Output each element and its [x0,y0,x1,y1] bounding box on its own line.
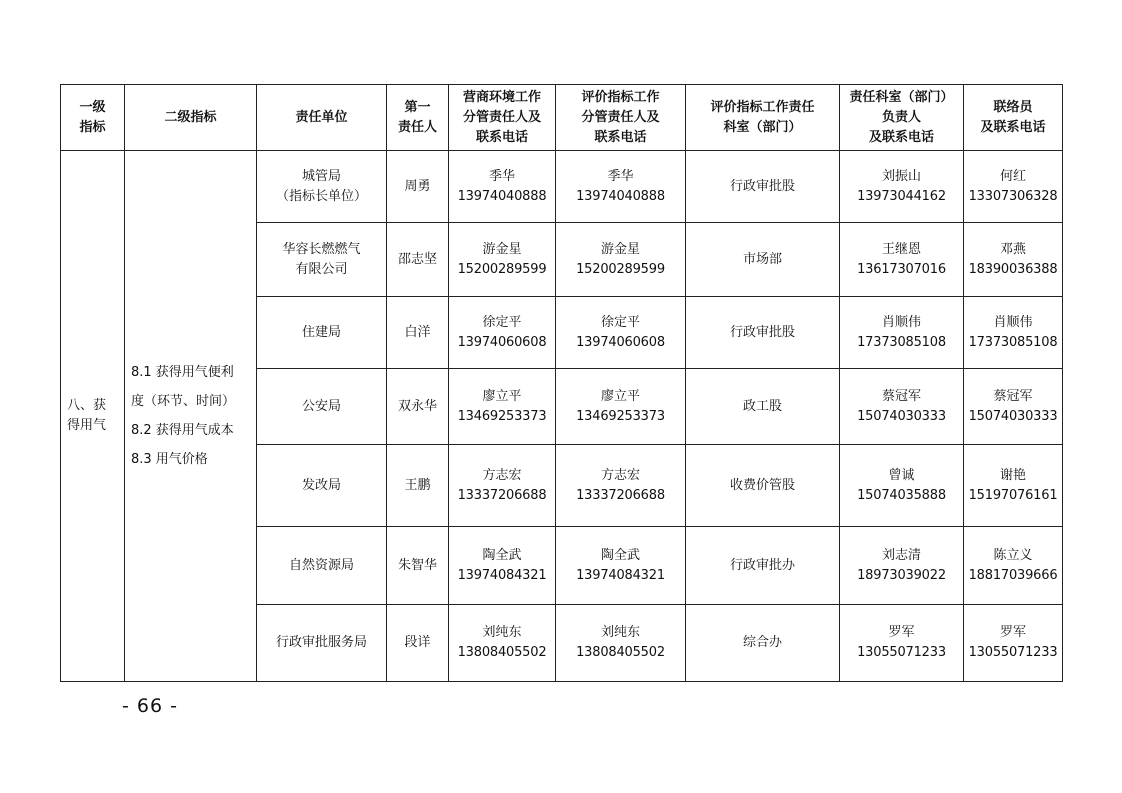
first-person-cell: 段详 [387,605,449,682]
dept-head-cell: 刘振山 13973044162 [840,151,964,223]
header-level2: 二级指标 [125,85,257,151]
liaison-cell: 肖顺伟 17373085108 [964,297,1063,369]
dept-head-cell: 刘志清 18973039022 [840,527,964,605]
unit-cell: 城管局 （指标长单位） [257,151,387,223]
liaison-cell: 陈立义 18817039666 [964,527,1063,605]
header-level1: 一级 指标 [61,85,125,151]
level2-indicator-cell: 8.1 获得用气便利 度（环节、时间） 8.2 获得用气成本 8.3 用气价格 [125,151,257,682]
eval-owner-cell: 刘纯东 13808405502 [556,605,686,682]
table-row [61,151,1063,223]
liaison-cell: 罗军 13055071233 [964,605,1063,682]
biz-owner-cell: 刘纯东 13808405502 [449,605,556,682]
biz-owner-cell: 陶全武 13974084321 [449,527,556,605]
page-number: - 66 - [122,695,178,717]
header-eval-owner: 评价指标工作 分管责任人及 联系电话 [556,85,686,151]
header-row [61,85,1063,151]
unit-cell: 公安局 [257,369,387,445]
dept-head-cell: 罗军 13055071233 [840,605,964,682]
eval-owner-cell: 方志宏 13337206688 [556,445,686,527]
eval-owner-cell: 陶全武 13974084321 [556,527,686,605]
dept-cell: 综合办 [686,605,840,682]
level1-indicator-cell: 八、获 得用气 [61,151,125,682]
liaison-cell: 邓燕 18390036388 [964,223,1063,297]
eval-owner-cell: 游金星 15200289599 [556,223,686,297]
biz-owner-cell: 季华 13974040888 [449,151,556,223]
header-liaison: 联络员 及联系电话 [964,85,1063,151]
header-dept-head: 责任科室（部门） 负责人 及联系电话 [840,85,964,151]
eval-owner-cell: 徐定平 13974060608 [556,297,686,369]
liaison-cell: 何红 13307306328 [964,151,1063,223]
dept-cell: 行政审批股 [686,151,840,223]
dept-cell: 市场部 [686,223,840,297]
biz-owner-cell: 方志宏 13337206688 [449,445,556,527]
header-first-person: 第一 责任人 [387,85,449,151]
dept-head-cell: 蔡冠军 15074030333 [840,369,964,445]
eval-owner-cell: 季华 13974040888 [556,151,686,223]
responsibility-table [60,84,1063,682]
first-person-cell: 朱智华 [387,527,449,605]
first-person-cell: 邵志坚 [387,223,449,297]
liaison-cell: 谢艳 15197076161 [964,445,1063,527]
first-person-cell: 周勇 [387,151,449,223]
dept-cell: 行政审批股 [686,297,840,369]
first-person-cell: 双永华 [387,369,449,445]
dept-head-cell: 王继恩 13617307016 [840,223,964,297]
unit-cell: 住建局 [257,297,387,369]
dept-cell: 政工股 [686,369,840,445]
dept-head-cell: 曾诚 15074035888 [840,445,964,527]
eval-owner-cell: 廖立平 13469253373 [556,369,686,445]
header-unit: 责任单位 [257,85,387,151]
header-biz-env-owner: 营商环境工作 分管责任人及 联系电话 [449,85,556,151]
unit-cell: 自然资源局 [257,527,387,605]
first-person-cell: 王鹏 [387,445,449,527]
dept-head-cell: 肖顺伟 17373085108 [840,297,964,369]
dept-cell: 收费价管股 [686,445,840,527]
biz-owner-cell: 廖立平 13469253373 [449,369,556,445]
biz-owner-cell: 徐定平 13974060608 [449,297,556,369]
unit-cell: 行政审批服务局 [257,605,387,682]
header-dept: 评价指标工作责任 科室（部门） [686,85,840,151]
dept-cell: 行政审批办 [686,527,840,605]
biz-owner-cell: 游金星 15200289599 [449,223,556,297]
unit-cell: 华容长燃燃气 有限公司 [257,223,387,297]
unit-cell: 发改局 [257,445,387,527]
first-person-cell: 白洋 [387,297,449,369]
liaison-cell: 蔡冠军 15074030333 [964,369,1063,445]
